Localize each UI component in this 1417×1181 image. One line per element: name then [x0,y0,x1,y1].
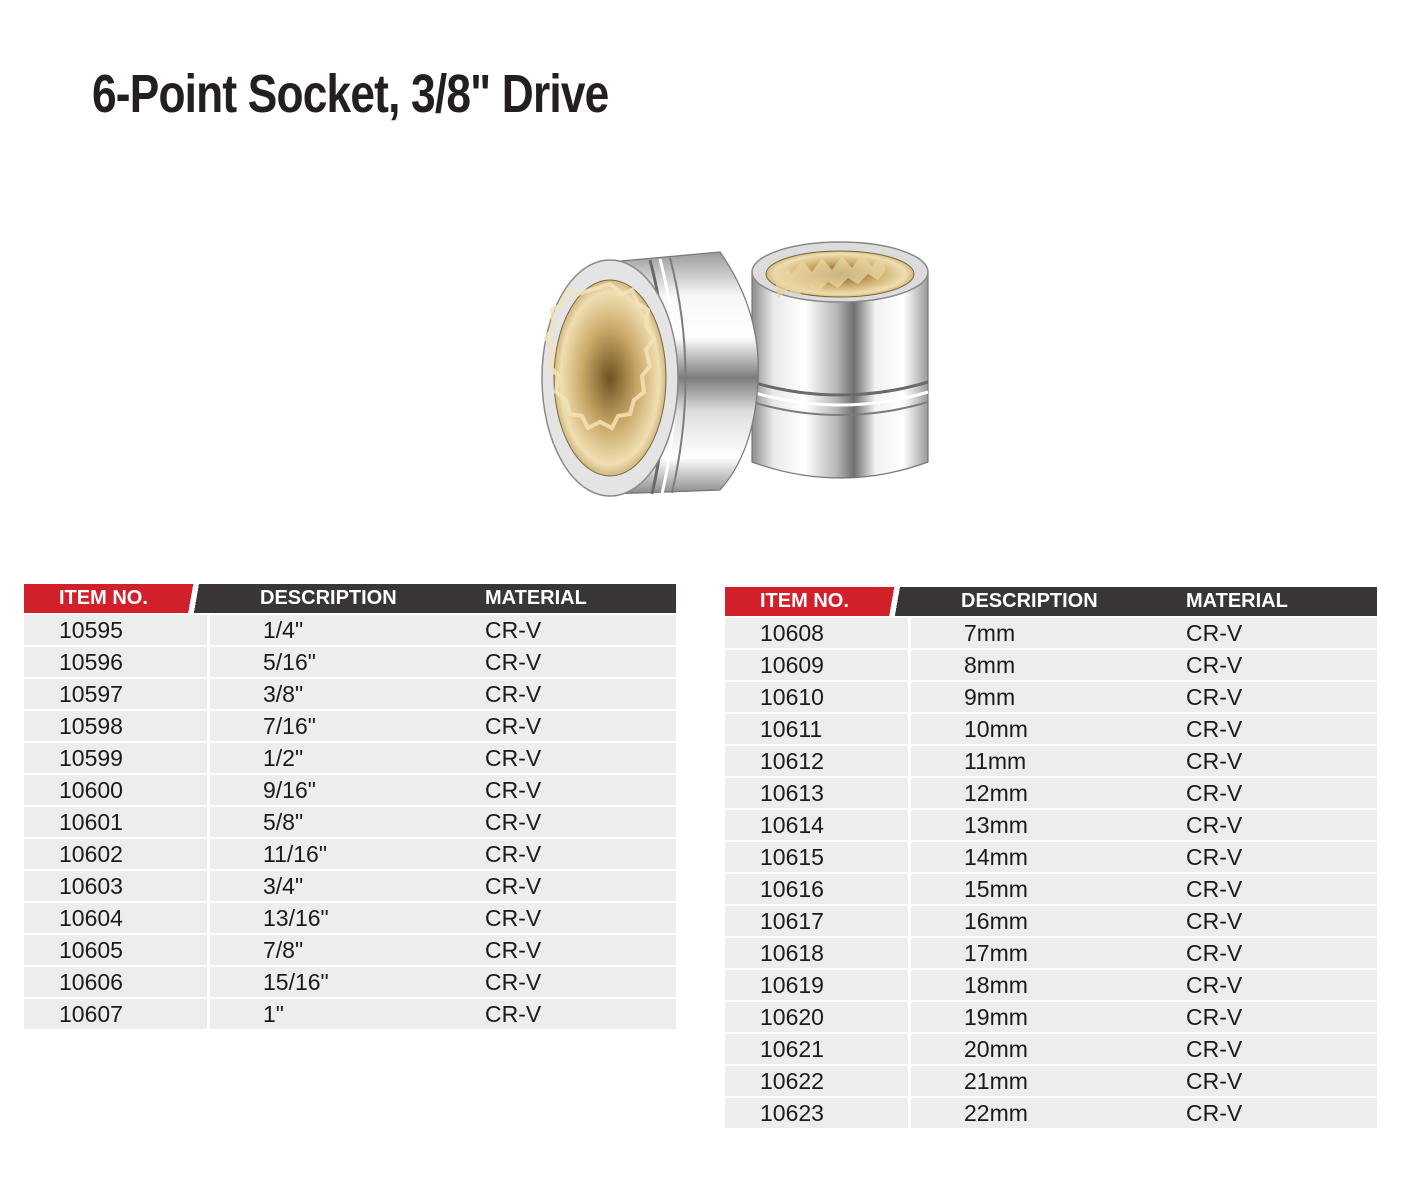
description-cell: 15mm [908,872,1186,904]
header-item-no: ITEM NO. [725,587,908,616]
material-cell: CR-V [1186,1064,1377,1096]
material-cell: CR-V [485,645,676,677]
item-no-cell: 10618 [725,936,908,968]
description-cell: 11/16" [207,837,485,869]
description-cell: 3/4" [207,869,485,901]
material-cell: CR-V [485,613,676,645]
description-cell: 16mm [908,904,1186,936]
description-cell: 19mm [908,1000,1186,1032]
table-row [725,712,1377,744]
material-cell: CR-V [1186,904,1377,936]
description-cell: 5/16" [207,645,485,677]
material-cell: CR-V [485,997,676,1029]
lying-socket [542,252,758,496]
item-no-cell: 10598 [24,709,207,741]
item-no-cell: 10619 [725,968,908,1000]
description-cell: 3/8" [207,677,485,709]
description-cell: 8mm [908,648,1186,680]
material-cell: CR-V [1186,744,1377,776]
description-cell: 1/2" [207,741,485,773]
item-no-cell: 10596 [24,645,207,677]
header-item-no: ITEM NO. [24,584,207,613]
table-header-row [725,587,1377,616]
material-cell: CR-V [1186,1096,1377,1128]
spec-table-metric [725,587,1377,1128]
header-material: MATERIAL [1186,587,1377,616]
item-no-cell: 10617 [725,904,908,936]
spec-table-inch [24,584,676,1029]
table-row [725,808,1377,840]
description-cell: 12mm [908,776,1186,808]
material-cell: CR-V [1186,776,1377,808]
item-no-cell: 10603 [24,869,207,901]
item-no-cell: 10609 [725,648,908,680]
table-row [725,840,1377,872]
description-cell: 7/16" [207,709,485,741]
description-cell: 13/16" [207,901,485,933]
upright-socket [752,242,928,478]
table-row [24,805,676,837]
description-cell: 18mm [908,968,1186,1000]
item-no-cell: 10614 [725,808,908,840]
chrome-socket-pair-illustration [530,232,950,512]
material-cell: CR-V [485,709,676,741]
material-cell: CR-V [1186,648,1377,680]
table-row [24,933,676,965]
description-cell: 10mm [908,712,1186,744]
description-cell: 7/8" [207,933,485,965]
description-cell: 22mm [908,1096,1186,1128]
table-row [725,1064,1377,1096]
table-row [24,773,676,805]
header-description: DESCRIPTION [908,587,1186,616]
table-row [725,776,1377,808]
item-no-cell: 10616 [725,872,908,904]
material-cell: CR-V [1186,1000,1377,1032]
description-cell: 21mm [908,1064,1186,1096]
table-row [24,869,676,901]
material-cell: CR-V [1186,808,1377,840]
item-no-cell: 10597 [24,677,207,709]
material-cell: CR-V [485,933,676,965]
table-row [24,837,676,869]
description-cell: 5/8" [207,805,485,837]
material-cell: CR-V [485,677,676,709]
material-cell: CR-V [1186,712,1377,744]
table-row [725,616,1377,648]
description-cell: 15/16" [207,965,485,997]
description-cell: 20mm [908,1032,1186,1064]
item-no-cell: 10604 [24,901,207,933]
material-cell: CR-V [1186,872,1377,904]
description-cell: 1" [207,997,485,1029]
material-cell: CR-V [485,805,676,837]
description-cell: 17mm [908,936,1186,968]
description-cell: 14mm [908,840,1186,872]
table-header-row [24,584,676,613]
table-row [725,1096,1377,1128]
table-row [24,645,676,677]
material-cell: CR-V [1186,936,1377,968]
table-row [725,872,1377,904]
table-row [725,1032,1377,1064]
description-cell: 9/16" [207,773,485,805]
item-no-cell: 10606 [24,965,207,997]
material-cell: CR-V [1186,968,1377,1000]
material-cell: CR-V [1186,680,1377,712]
item-no-cell: 10608 [725,616,908,648]
item-no-cell: 10611 [725,712,908,744]
item-no-cell: 10600 [24,773,207,805]
item-no-cell: 10623 [725,1096,908,1128]
table-row [725,744,1377,776]
material-cell: CR-V [485,965,676,997]
table-row [24,613,676,645]
item-no-cell: 10620 [725,1000,908,1032]
material-cell: CR-V [1186,840,1377,872]
item-no-cell: 10595 [24,613,207,645]
description-cell: 13mm [908,808,1186,840]
table-row [24,677,676,709]
item-no-cell: 10621 [725,1032,908,1064]
table-row [24,741,676,773]
item-no-cell: 10599 [24,741,207,773]
description-cell: 11mm [908,744,1186,776]
item-no-cell: 10612 [725,744,908,776]
material-cell: CR-V [485,869,676,901]
table-row [24,965,676,997]
table-row [725,680,1377,712]
item-no-cell: 10605 [24,933,207,965]
header-description: DESCRIPTION [207,584,485,613]
description-cell: 1/4" [207,613,485,645]
item-no-cell: 10602 [24,837,207,869]
table-row [24,997,676,1029]
material-cell: CR-V [485,741,676,773]
header-material: MATERIAL [485,584,676,613]
item-no-cell: 10613 [725,776,908,808]
description-cell: 7mm [908,616,1186,648]
material-cell: CR-V [1186,1032,1377,1064]
item-no-cell: 10615 [725,840,908,872]
material-cell: CR-V [1186,616,1377,648]
table-row [725,968,1377,1000]
item-no-cell: 10610 [725,680,908,712]
table-row [725,648,1377,680]
description-cell: 9mm [908,680,1186,712]
item-no-cell: 10607 [24,997,207,1029]
table-row [725,936,1377,968]
item-no-cell: 10601 [24,805,207,837]
table-row [24,709,676,741]
table-row [24,901,676,933]
material-cell: CR-V [485,901,676,933]
table-row [725,904,1377,936]
item-no-cell: 10622 [725,1064,908,1096]
material-cell: CR-V [485,837,676,869]
page-title: 6-Point Socket, 3/8" Drive [92,64,609,124]
table-row [725,1000,1377,1032]
material-cell: CR-V [485,773,676,805]
